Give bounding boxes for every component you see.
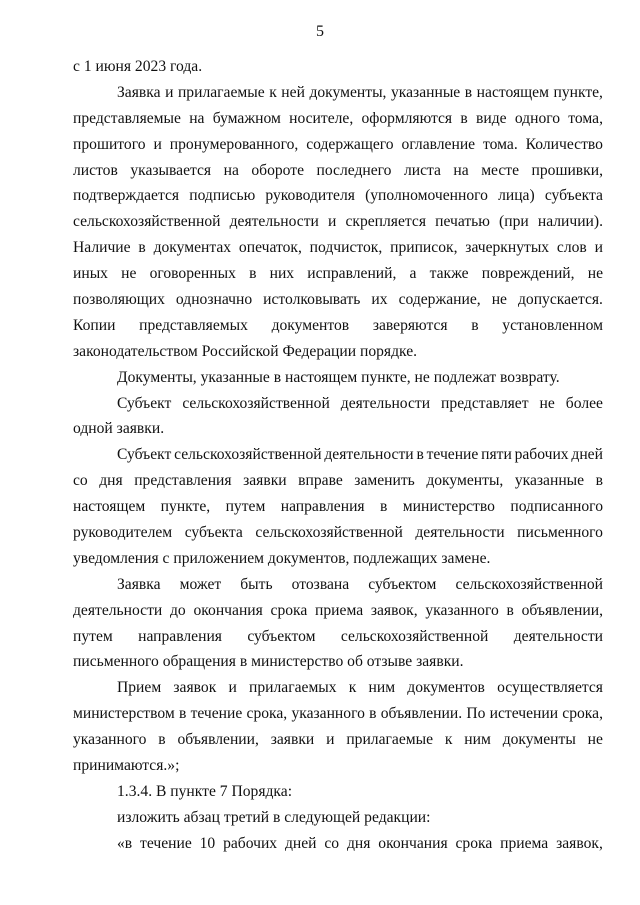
page-number: 5 [316, 23, 324, 40]
text-line: иных не оговоренных в них исправлений, а также повреждений, не [73, 265, 603, 283]
text-line: указанного в объявлении, заявки и прилагаемые к ним документы не [73, 731, 603, 749]
paragraph [73, 365, 603, 391]
paragraph [73, 572, 603, 676]
paragraph [73, 675, 603, 779]
text-line: представляемые на бумажном носителе, оформляются в виде одного тома, [73, 109, 603, 127]
text-line: Субъект сельскохозяйственной деятельности представляет не более [117, 394, 603, 412]
text-line: изложить абзац третий в следующей редакции: [117, 808, 431, 826]
text-line: сельскохозяйственной деятельности и скрепляется печатью (при наличии). [73, 213, 603, 231]
text-line: Копии представляемых документов заверяются в установленном [73, 316, 603, 334]
text-line: подтверждается подписью руководителя (уполномоченного лица) субъекта [73, 187, 603, 205]
text-line: Заявка может быть отозвана субъектом сельскохозяйственной [117, 575, 603, 593]
text-line: Заявка и прилагаемые к ней документы, указанные в настоящем пункте, [117, 83, 603, 101]
paragraph [73, 779, 603, 805]
text-line: министерством в течение срока, указанного в объявлении. По истечении срока, [73, 705, 603, 723]
text-line: Документы, указанные в настоящем пункте, не подлежат возврату. [117, 368, 560, 386]
text-line: деятельности до окончания срока приема заявок, указанного в объявлении, [73, 601, 603, 619]
paragraph [73, 805, 603, 831]
text-line: законодательством Российской Федерации порядке. [73, 342, 418, 360]
text-line: с 1 июня 2023 года. [73, 58, 203, 75]
text-line: прошитого и пронумерованного, содержащего оглавление тома. Количество [73, 135, 603, 153]
paragraph [73, 831, 603, 857]
text-line: Прием заявок и прилагаемых к ним документов осуществляется [117, 679, 603, 697]
paragraph [73, 391, 603, 443]
text-line: настоящем пункте, путем направления в министерство подписанного [73, 498, 603, 516]
paragraph [73, 54, 603, 80]
text-line: «в течение 10 рабочих дней со дня окончания срока приема заявок, [117, 834, 603, 852]
paragraph [73, 442, 603, 571]
text-line: Субъект сельскохозяйственной деятельности в течение пяти рабочих дней [117, 446, 603, 464]
text-line: принимаются.»; [73, 757, 180, 775]
text-line: путем направления субъектом сельскохозяйственной деятельности [73, 627, 603, 645]
paragraph [73, 80, 603, 365]
text-line: письменного обращения в министерство об отзыве заявки. [73, 653, 464, 671]
text-line: уведомления с приложением документов, подлежащих замене. [73, 549, 491, 567]
text-line: позволяющих однозначно истолковывать их содержание, не допускается. [73, 291, 603, 309]
text-line: руководителем субъекта сельскохозяйственной деятельности письменного [73, 524, 603, 542]
text-line: 1.3.4. В пункте 7 Порядка: [117, 782, 293, 800]
text-line: одной заявки. [73, 420, 165, 438]
text-line: со дня представления заявки вправе заменить документы, указанные в [73, 472, 603, 490]
document-body [73, 54, 603, 857]
text-line: Наличие в документах опечаток, подчисток, приписок, зачеркнутых слов и [73, 239, 603, 257]
text-line: листов указывается на обороте последнего листа на месте прошивки, [73, 161, 603, 179]
